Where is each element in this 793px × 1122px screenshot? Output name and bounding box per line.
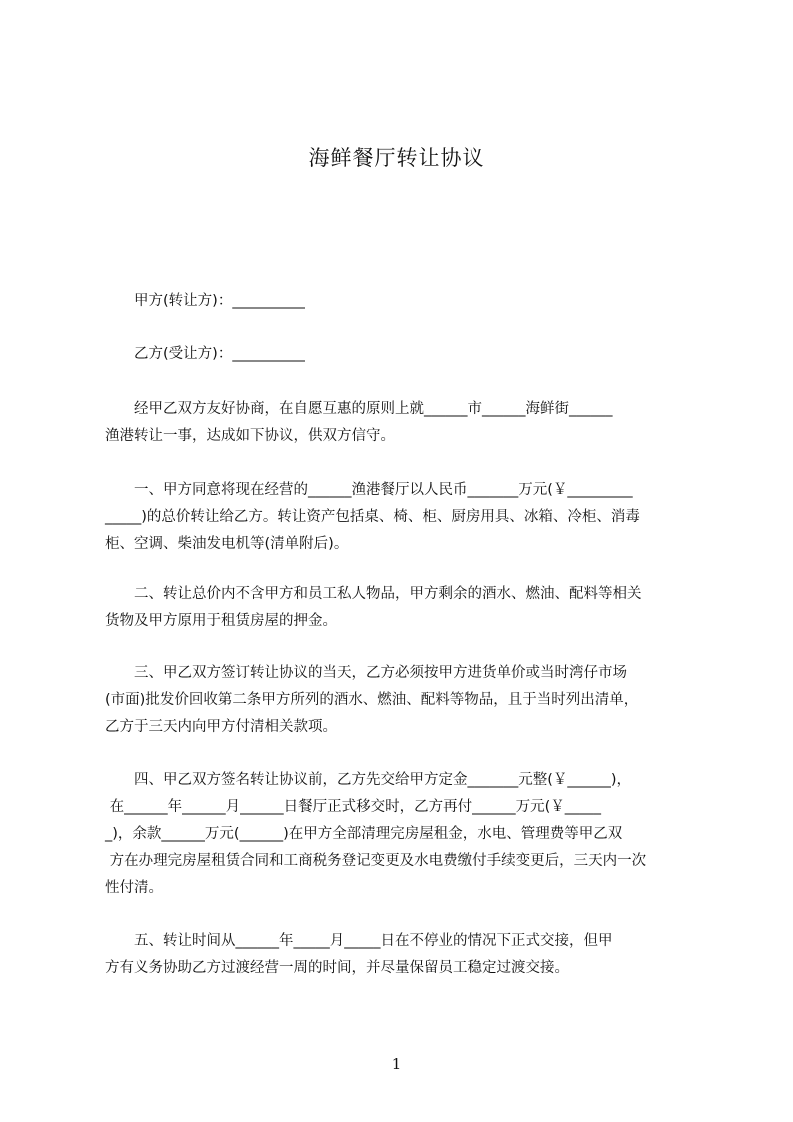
clause3-line-1: 三、甲乙双方签订转让协议的当天，乙方必须按甲方进货单价或当时湾仔市场 [105,665,627,681]
clause5-line-1: 五、转让时间从______年_____月_____日在不停业的情况下正式交接，但甲 [105,933,613,949]
intro-line-2: 渔港转让一事，达成如下协议，供双方信守。 [105,428,395,444]
party-a-line: 甲方(转让方)：__________ [105,293,305,309]
clause1-line-2: _____)的总价转让给乙方。转让资产包括桌、椅、柜、厨房用具、冰箱、冷柜、消毒 [105,509,640,525]
clause1-line-3: 柜、空调、柴油发电机等(清单附后)。 [105,536,349,552]
party-b-line: 乙方(受让方)：__________ [105,346,305,362]
clause3-line-2: (市面)批发价回收第二条甲方所列的酒水、燃油、配料等物品，且于当时列出清单， [105,692,639,708]
clause4-line-5: 性付清。 [105,880,163,896]
clause4-line-4: 方在办理完房屋租赁合同和工商税务登记变更及水电费缴付手续变更后，三天内一次 [105,853,647,869]
clause1-line-1: 一、甲方同意将现在经营的______渔港餐厅以人民币_______万元(￥_________ [105,482,633,498]
intro-line-1: 经甲乙双方友好协商，在自愿互惠的原则上就______市______海鲜街______ [105,401,613,417]
document-title: 海鲜餐厅转让协议 [308,146,485,170]
page-number: 1 [391,1055,402,1073]
clause2-line-1: 二、转让总价内不含甲方和员工私人物品，甲方剩余的酒水、燃油、配料等相关 [105,586,642,602]
clause2-line-2: 货物及甲方原用于租赁房屋的押金。 [105,613,337,629]
clause3-line-3: 乙方于三天内向甲方付清相关款项。 [105,719,337,735]
clause4-line-2: 在______年______月______日餐厅正式移交时，乙方再付______万元(￥_____ [105,799,602,815]
clause5-line-2: 方有义务协助乙方过渡经营一周的时间，并尽量保留员工稳定过渡交接。 [105,960,569,976]
clause4-line-1: 四、甲乙双方签名转让协议前，乙方先交给甲方定金_______元整(￥______)， [105,772,632,788]
clause4-line-3: _)，余款______万元(______)在甲方全部清理完房屋租金，水电、管理费等甲乙双 [105,826,623,842]
